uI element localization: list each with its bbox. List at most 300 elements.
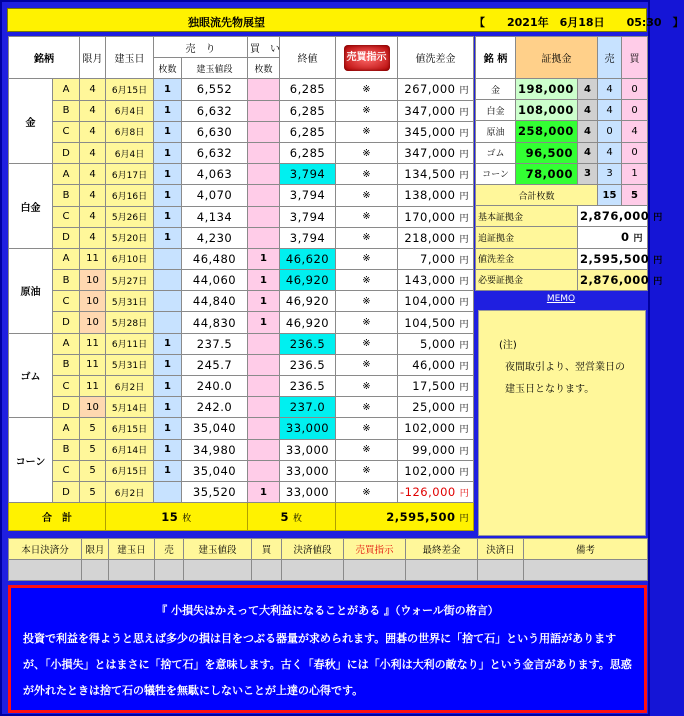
- signal-cell: ※: [336, 481, 398, 502]
- settlement-header: 売: [155, 539, 184, 560]
- diff-value: 143,000: [404, 273, 456, 288]
- margin-count: 4: [578, 100, 598, 121]
- sell-qty-cell: 1: [154, 397, 182, 418]
- series-cell: D: [53, 227, 80, 248]
- price-cell: 44,840: [182, 291, 248, 312]
- settlement-empty-cell[interactable]: [406, 560, 478, 581]
- page-title: 独眼流先物展望: [188, 16, 265, 29]
- date-cell: 6月11日: [106, 333, 154, 354]
- margin-name: 金: [476, 79, 516, 100]
- summary-label: 基本証拠金: [476, 206, 578, 227]
- group-name: 原油: [9, 248, 53, 333]
- sell-qty-cell: [154, 291, 182, 312]
- month-cell: 4: [80, 121, 106, 142]
- margin-row: [476, 142, 648, 163]
- position-row: [9, 227, 474, 248]
- diff-cell: [398, 227, 474, 248]
- buy-qty-cell: [248, 397, 280, 418]
- quote-title: 『 小損失はかえって大利益になることがある 』（ウォール街の格言）: [156, 604, 499, 617]
- buy-qty-cell: [248, 185, 280, 206]
- diff-cell: [398, 248, 474, 269]
- settlement-header: 決済値段: [282, 539, 344, 560]
- buy-qty-cell: 1: [248, 248, 280, 269]
- sell-qty-cell: [154, 481, 182, 502]
- memo-box: [478, 310, 646, 536]
- total-sell: [106, 503, 248, 531]
- settlement-empty-cell[interactable]: [9, 560, 82, 581]
- summary-row: [476, 269, 648, 290]
- yen-unit: 円: [459, 107, 469, 118]
- month-cell: 4: [80, 79, 106, 100]
- settlement-empty-cell[interactable]: [82, 560, 109, 581]
- diff-cell: [398, 439, 474, 460]
- settlement-empty-cell[interactable]: [155, 560, 184, 581]
- count-label: 合計枚数: [476, 184, 598, 205]
- margin-name: 原油: [476, 121, 516, 142]
- series-cell: C: [53, 460, 80, 481]
- price-cell: 6,632: [182, 142, 248, 163]
- close-cell: 3,794: [280, 227, 336, 248]
- summary-row: [476, 248, 648, 269]
- signal-cell: ※: [336, 354, 398, 375]
- position-row: [9, 142, 474, 163]
- header-uri: 売 り: [154, 37, 248, 58]
- summary-label: 必要証拠金: [476, 269, 578, 290]
- margin-sell: 0: [598, 121, 622, 142]
- summary-value: [578, 227, 648, 248]
- month-cell: 4: [80, 164, 106, 185]
- date-cell: 6月4日: [106, 100, 154, 121]
- diff-cell: [398, 333, 474, 354]
- date-cell: 5月14日: [106, 397, 154, 418]
- total-diff: [336, 503, 474, 531]
- margin-amount: 198,000: [516, 79, 578, 100]
- series-cell: D: [53, 142, 80, 163]
- memo-line2: 建玉日となります。: [505, 384, 595, 395]
- settlement-empty-cell[interactable]: [478, 560, 524, 581]
- diff-cell: [398, 142, 474, 163]
- close-cell: 3,794: [280, 164, 336, 185]
- diff-value: 102,000: [404, 421, 456, 436]
- date-cell: 5月31日: [106, 354, 154, 375]
- margin-amount: 258,000: [516, 121, 578, 142]
- price-cell: 4,134: [182, 206, 248, 227]
- signal-cell: ※: [336, 460, 398, 481]
- price-cell: 4,070: [182, 185, 248, 206]
- memo-link[interactable]: MEMO: [546, 294, 576, 304]
- diff-value: 218,000: [404, 230, 456, 245]
- sell-qty-cell: [154, 312, 182, 333]
- signal-cell: ※: [336, 227, 398, 248]
- settlement-empty-cell[interactable]: [524, 560, 648, 581]
- price-cell: 35,040: [182, 460, 248, 481]
- header-maisu-buy: 枚数: [248, 58, 280, 79]
- diff-value: 25,000: [412, 400, 456, 415]
- sell-qty-cell: 1: [154, 206, 182, 227]
- header-tategyoku-nedan: 建玉値段: [182, 58, 248, 79]
- positions-table: [8, 36, 474, 531]
- signal-cell: ※: [336, 185, 398, 206]
- signal-cell: ※: [336, 164, 398, 185]
- series-cell: B: [53, 354, 80, 375]
- price-cell: 46,480: [182, 248, 248, 269]
- diff-cell: [398, 291, 474, 312]
- memo-line1: 夜間取引より、翌営業日の: [505, 362, 625, 373]
- sell-qty-cell: 1: [154, 100, 182, 121]
- buy-qty-cell: [248, 79, 280, 100]
- margin-amount: 108,000: [516, 100, 578, 121]
- yen-unit: 円: [459, 128, 469, 139]
- yen-unit: 円: [459, 277, 469, 288]
- series-cell: D: [53, 481, 80, 502]
- price-cell: 6,552: [182, 79, 248, 100]
- close-cell: 33,000: [280, 481, 336, 502]
- date-cell: 6月2日: [106, 376, 154, 397]
- date-cell: 6月8日: [106, 121, 154, 142]
- header-meigara: 銘柄: [9, 37, 80, 79]
- month-cell: 4: [80, 185, 106, 206]
- sell-qty-cell: 1: [154, 185, 182, 206]
- close-cell: 33,000: [280, 439, 336, 460]
- price-cell: 237.5: [182, 333, 248, 354]
- group-name: 白金: [9, 164, 53, 249]
- diff-value: 99,000: [412, 442, 456, 457]
- margin-buy: 0: [622, 79, 648, 100]
- settlement-header: 建玉日: [109, 539, 155, 560]
- settlement-header: 売買指示: [344, 539, 406, 560]
- series-cell: B: [53, 100, 80, 121]
- buy-qty-cell: [248, 354, 280, 375]
- diff-cell: [398, 376, 474, 397]
- settlement-header: 限月: [82, 539, 109, 560]
- month-cell: 5: [80, 418, 106, 439]
- close-cell: 3,794: [280, 206, 336, 227]
- month-cell: 4: [80, 227, 106, 248]
- diff-cell: [398, 312, 474, 333]
- diff-cell: [398, 418, 474, 439]
- series-cell: A: [53, 79, 80, 100]
- position-row: [9, 79, 474, 100]
- settlement-header: 本日決済分: [9, 539, 82, 560]
- margin-buy: 1: [622, 163, 648, 184]
- total-buy-unit: 枚: [293, 513, 303, 524]
- position-row: [9, 185, 474, 206]
- month-cell: 10: [80, 291, 106, 312]
- position-row: [9, 333, 474, 354]
- settlement-header: 最終差金: [406, 539, 478, 560]
- margin-row: [476, 121, 648, 142]
- settlement-header: 備考: [524, 539, 648, 560]
- margin-name: ゴム: [476, 142, 516, 163]
- month-cell: 11: [80, 248, 106, 269]
- settlement-empty-cell[interactable]: [184, 560, 252, 581]
- yen-unit: 円: [459, 361, 469, 372]
- buy-qty-cell: [248, 418, 280, 439]
- yen-unit: 円: [459, 213, 469, 224]
- margin-amount: 78,000: [516, 163, 578, 184]
- margin-table: [475, 36, 663, 291]
- signal-cell: ※: [336, 100, 398, 121]
- margin-count: 4: [578, 121, 598, 142]
- close-cell: 46,920: [280, 291, 336, 312]
- signal-cell: ※: [336, 270, 398, 291]
- settlement-empty-cell[interactable]: [252, 560, 282, 581]
- month-cell: 11: [80, 376, 106, 397]
- count-row: [476, 184, 648, 205]
- month-cell: 11: [80, 354, 106, 375]
- signal-cell: ※: [336, 333, 398, 354]
- margin-sell: 3: [598, 163, 622, 184]
- total-label: 合 計: [9, 503, 106, 531]
- group-name: コーン: [9, 418, 53, 503]
- position-row: [9, 460, 474, 481]
- margin-buy: 0: [622, 100, 648, 121]
- diff-value: 345,000: [404, 124, 456, 139]
- signal-cell: ※: [336, 121, 398, 142]
- signal-header-button[interactable]: 売買指示: [336, 37, 398, 79]
- diff-value: 46,000: [412, 357, 456, 372]
- close-cell: 6,285: [280, 100, 336, 121]
- series-cell: A: [53, 164, 80, 185]
- position-row: [9, 397, 474, 418]
- summary-label: 値洗差金: [476, 248, 578, 269]
- close-cell: 6,285: [280, 121, 336, 142]
- position-row: [9, 270, 474, 291]
- signal-cell: ※: [336, 397, 398, 418]
- settlement-header: 決済日: [478, 539, 524, 560]
- diff-value: -126,000: [400, 485, 456, 500]
- summary-amount: 2,876,000: [580, 209, 650, 224]
- diff-value: 5,000: [420, 336, 456, 351]
- buy-qty-cell: [248, 333, 280, 354]
- summary-value: [578, 206, 663, 227]
- date-cell: 6月4日: [106, 142, 154, 163]
- date-cell: 5月27日: [106, 270, 154, 291]
- margin-row: [476, 163, 648, 184]
- price-cell: 4,230: [182, 227, 248, 248]
- date-time: 【 2021年 6月18日 05:30 】: [474, 16, 684, 29]
- total-sell-unit: 枚: [182, 513, 192, 524]
- summary-value: [578, 248, 663, 269]
- diff-cell: [398, 185, 474, 206]
- title-bar: [7, 8, 684, 32]
- sell-qty-cell: [154, 248, 182, 269]
- diff-cell: [398, 481, 474, 502]
- diff-cell: [398, 397, 474, 418]
- position-row: [9, 100, 474, 121]
- signal-cell: ※: [336, 291, 398, 312]
- price-cell: 6,632: [182, 100, 248, 121]
- price-cell: 34,980: [182, 439, 248, 460]
- month-cell: 5: [80, 439, 106, 460]
- total-diff-value: 2,595,500: [386, 509, 456, 524]
- month-cell: 10: [80, 397, 106, 418]
- margin-buy: 4: [622, 121, 648, 142]
- position-row: [9, 164, 474, 185]
- price-cell: 44,060: [182, 270, 248, 291]
- month-cell: 10: [80, 312, 106, 333]
- price-cell: 44,830: [182, 312, 248, 333]
- sell-qty-cell: 1: [154, 79, 182, 100]
- date-cell: 6月15日: [106, 460, 154, 481]
- sell-qty-cell: [154, 270, 182, 291]
- close-cell: 237.0: [280, 397, 336, 418]
- count-buy: 5: [622, 184, 648, 205]
- date-cell: 6月17日: [106, 164, 154, 185]
- header-maisu-sell: 枚数: [154, 58, 182, 79]
- diff-cell: [398, 100, 474, 121]
- yen-unit: 円: [459, 383, 469, 394]
- yen-unit: 円: [459, 489, 470, 500]
- settlement-empty-cell[interactable]: [282, 560, 344, 581]
- buy-qty-cell: 1: [248, 270, 280, 291]
- diff-value: 347,000: [404, 146, 456, 161]
- close-cell: 6,285: [280, 79, 336, 100]
- series-cell: B: [53, 270, 80, 291]
- yen-unit: 円: [459, 192, 469, 203]
- summary-amount: 0: [620, 230, 630, 245]
- settlement-table: [8, 538, 648, 581]
- diff-cell: [398, 460, 474, 481]
- diff-cell: [398, 354, 474, 375]
- buy-qty-cell: [248, 376, 280, 397]
- margin-header-shokokin: 証拠金: [516, 37, 598, 79]
- position-row: [9, 354, 474, 375]
- series-cell: A: [53, 418, 80, 439]
- sell-qty-cell: 1: [154, 376, 182, 397]
- yen-unit: 円: [459, 234, 469, 245]
- buy-qty-cell: [248, 121, 280, 142]
- date-cell: 6月10日: [106, 248, 154, 269]
- margin-header-uri: 売: [598, 37, 622, 79]
- summary-row: [476, 227, 648, 248]
- diff-value: 104,000: [404, 294, 456, 309]
- price-cell: 4,063: [182, 164, 248, 185]
- summary-unit: 円: [653, 213, 663, 224]
- signal-cell: ※: [336, 142, 398, 163]
- yen-unit: 円: [459, 404, 469, 415]
- series-cell: D: [53, 397, 80, 418]
- margin-count: 4: [578, 142, 598, 163]
- close-cell: 236.5: [280, 333, 336, 354]
- close-cell: 33,000: [280, 460, 336, 481]
- margin-row: [476, 79, 648, 100]
- series-cell: C: [53, 376, 80, 397]
- diff-value: 347,000: [404, 103, 456, 118]
- total-buy-value: 5: [280, 509, 289, 524]
- quote-box: [8, 585, 647, 713]
- margin-name: コーン: [476, 163, 516, 184]
- summary-amount: 2,876,000: [580, 272, 650, 287]
- series-cell: C: [53, 206, 80, 227]
- sell-qty-cell: 1: [154, 333, 182, 354]
- yen-unit: 円: [459, 150, 469, 161]
- price-cell: 240.0: [182, 376, 248, 397]
- close-cell: 236.5: [280, 376, 336, 397]
- series-cell: C: [53, 291, 80, 312]
- margin-sell: 4: [598, 142, 622, 163]
- buy-qty-cell: 1: [248, 312, 280, 333]
- total-row: [9, 503, 474, 531]
- date-cell: 6月16日: [106, 185, 154, 206]
- margin-buy: 0: [622, 142, 648, 163]
- diff-value: 138,000: [404, 188, 456, 203]
- close-cell: 46,620: [280, 248, 336, 269]
- date-cell: 6月14日: [106, 439, 154, 460]
- margin-amount: 96,500: [516, 142, 578, 163]
- memo-title: (注): [499, 340, 517, 351]
- diff-value: 134,500: [404, 167, 456, 182]
- margin-count: 4: [578, 79, 598, 100]
- yen-unit: 円: [459, 340, 469, 351]
- header-tategyokubi: 建玉日: [106, 37, 154, 79]
- date-cell: 6月2日: [106, 481, 154, 502]
- signal-cell: ※: [336, 418, 398, 439]
- settlement-empty-cell[interactable]: [344, 560, 406, 581]
- date-cell: 5月26日: [106, 206, 154, 227]
- yen-unit: 円: [459, 298, 469, 309]
- position-row: [9, 312, 474, 333]
- margin-header-kai: 買: [622, 37, 648, 79]
- diff-value: 102,000: [404, 463, 456, 478]
- close-cell: 46,920: [280, 312, 336, 333]
- series-cell: D: [53, 312, 80, 333]
- month-cell: 4: [80, 206, 106, 227]
- summary-unit: 円: [633, 234, 643, 245]
- quote-body: 投資で利益を得ようと思えば多少の損は目をつぶる器量が求められます。囲碁の世界に「捨て石」という用語がありますが、「小損失」とはまさに「捨て石」を意味します。古く「春秋」には「小利は大利の敵なり」という金言があります。思惑が外れたときは捨て石の犠牲を無駄にしないことが上達の心得です。: [23, 632, 632, 697]
- month-cell: 10: [80, 270, 106, 291]
- settlement-empty-cell[interactable]: [109, 560, 155, 581]
- yen-unit: 円: [459, 425, 469, 436]
- buy-qty-cell: [248, 439, 280, 460]
- signal-cell: ※: [336, 248, 398, 269]
- sell-qty-cell: 1: [154, 121, 182, 142]
- date-cell: 6月15日: [106, 79, 154, 100]
- month-cell: 11: [80, 333, 106, 354]
- total-sell-value: 15: [161, 509, 179, 524]
- close-cell: 46,920: [280, 270, 336, 291]
- buy-qty-cell: [248, 164, 280, 185]
- diff-cell: [398, 121, 474, 142]
- buy-qty-cell: 1: [248, 291, 280, 312]
- buy-qty-cell: [248, 100, 280, 121]
- diff-value: 170,000: [404, 209, 456, 224]
- buy-qty-cell: [248, 206, 280, 227]
- close-cell: 236.5: [280, 354, 336, 375]
- yen-unit: 円: [459, 446, 469, 457]
- count-sell: 15: [598, 184, 622, 205]
- margin-row: [476, 100, 648, 121]
- buy-qty-cell: [248, 460, 280, 481]
- series-cell: A: [53, 333, 80, 354]
- close-cell: 3,794: [280, 185, 336, 206]
- month-cell: 5: [80, 481, 106, 502]
- summary-label: 追証拠金: [476, 227, 578, 248]
- month-cell: 5: [80, 460, 106, 481]
- month-cell: 4: [80, 142, 106, 163]
- signal-cell: ※: [336, 376, 398, 397]
- position-row: [9, 121, 474, 142]
- date-cell: 6月15日: [106, 418, 154, 439]
- series-cell: B: [53, 439, 80, 460]
- buy-qty-cell: 1: [248, 481, 280, 502]
- group-name: 金: [9, 79, 53, 164]
- total-buy: [248, 503, 336, 531]
- margin-sell: 4: [598, 100, 622, 121]
- summary-unit: 円: [653, 276, 663, 287]
- group-name: ゴム: [9, 333, 53, 418]
- diff-value: 17,500: [412, 379, 456, 394]
